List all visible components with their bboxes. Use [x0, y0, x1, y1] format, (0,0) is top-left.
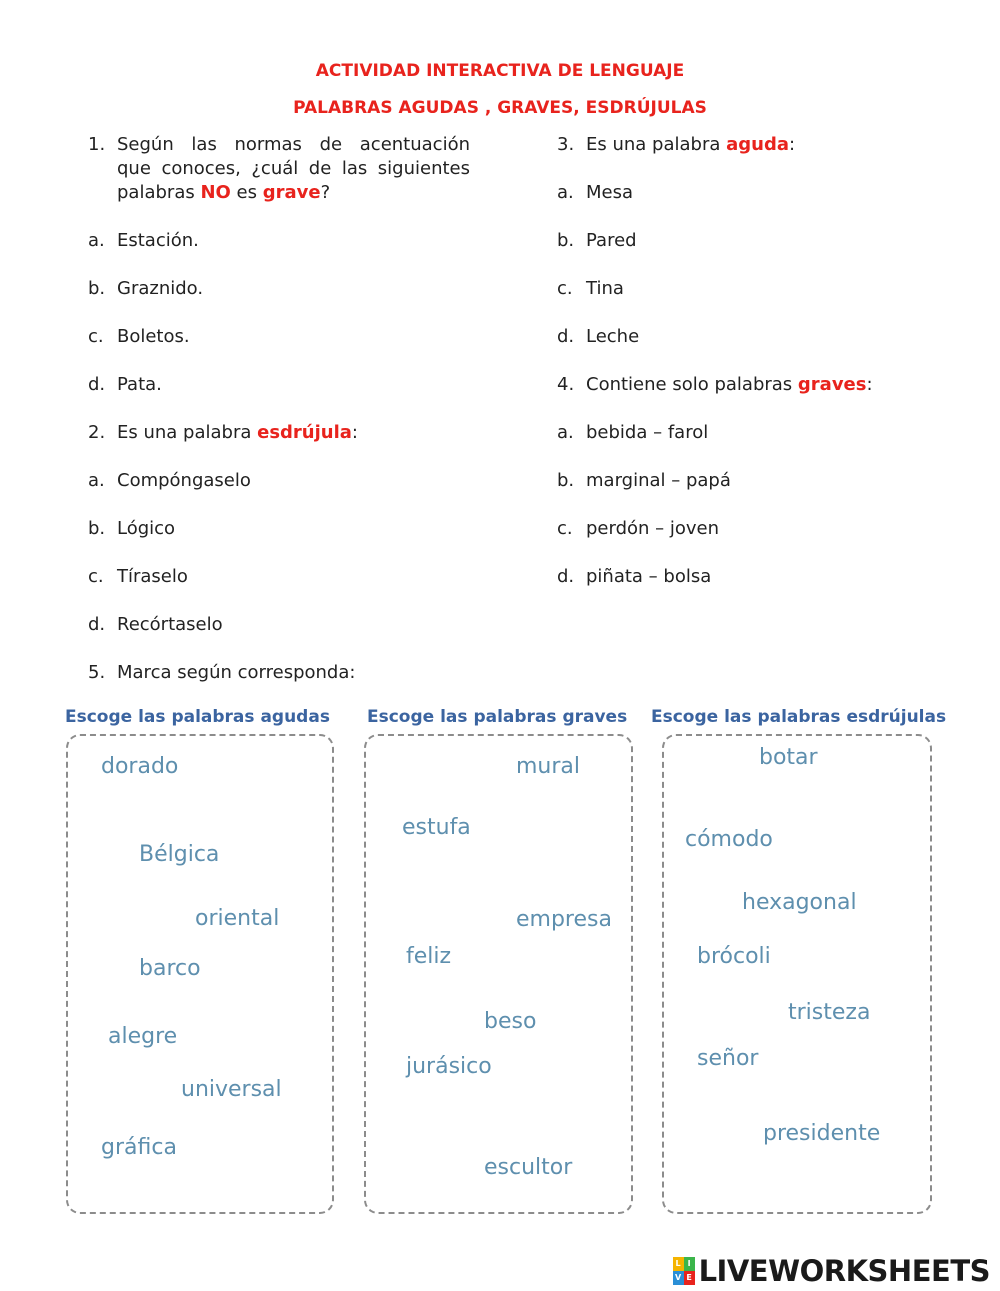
word-alegre[interactable]: alegre	[108, 1024, 178, 1049]
q3-option-a[interactable]: a. Mesa	[557, 182, 634, 203]
word-hexagonal[interactable]: hexagonal	[742, 890, 857, 915]
word-oriental[interactable]: oriental	[195, 906, 280, 931]
q2-option-d[interactable]: d. Recórtaselo	[88, 614, 223, 635]
word-empresa[interactable]: empresa	[516, 907, 612, 932]
keyword-esdrujula: esdrújula	[257, 422, 352, 443]
word-estufa[interactable]: estufa	[402, 815, 471, 840]
q3-option-d[interactable]: d. Leche	[557, 326, 640, 347]
q1-option-c[interactable]: c. Boletos.	[88, 326, 190, 347]
question-5: 5. Marca según corresponda:	[88, 662, 356, 683]
q4-option-c[interactable]: c. perdón – joven	[557, 518, 720, 539]
question-1-line-3: palabras NO es grave?	[117, 182, 331, 203]
word-universal[interactable]: universal	[181, 1077, 282, 1102]
word-escultor[interactable]: escultor	[484, 1155, 573, 1180]
q3-option-b[interactable]: b. Pared	[557, 230, 637, 251]
word-dorado[interactable]: dorado	[101, 754, 179, 779]
question-number: 1.	[88, 134, 106, 155]
question-1	[88, 133, 470, 213]
word-belgica[interactable]: Bélgica	[139, 842, 220, 867]
q2-option-a[interactable]: a. Compóngaselo	[88, 470, 251, 491]
q4-option-b[interactable]: b. marginal – papá	[557, 470, 731, 491]
word-senor[interactable]: señor	[697, 1046, 759, 1071]
keyword-graves: graves	[797, 374, 867, 395]
word-tristeza[interactable]: tristeza	[788, 1000, 871, 1025]
word-presidente[interactable]: presidente	[763, 1121, 881, 1146]
word-botar[interactable]: botar	[759, 745, 818, 770]
word-beso[interactable]: beso	[484, 1009, 537, 1034]
q2-option-c[interactable]: c. Tíraselo	[88, 566, 188, 587]
q3-option-c[interactable]: c. Tina	[557, 278, 624, 299]
question-1-line-1: Según las normas de acentuación	[117, 134, 470, 155]
q1-option-d[interactable]: d. Pata.	[88, 374, 162, 395]
keyword-grave: grave	[262, 182, 321, 203]
q4-option-d[interactable]: d. piñata – bolsa	[557, 566, 712, 587]
word-jurasico[interactable]: jurásico	[406, 1054, 492, 1079]
liveworksheets-logo	[673, 1254, 990, 1288]
brand-name: LIVEWORKSHEETS	[698, 1254, 990, 1288]
keyword-no: NO	[200, 182, 231, 203]
question-4: 4. Contiene solo palabras graves:	[557, 374, 873, 395]
liveworksheets-icon: L I V E	[673, 1257, 695, 1285]
keyword-aguda: aguda	[726, 134, 789, 155]
question-2: 2. Es una palabra esdrújula:	[88, 422, 358, 443]
q1-option-a[interactable]: a. Estación.	[88, 230, 199, 251]
q1-option-b[interactable]: b. Graznido.	[88, 278, 204, 299]
word-barco[interactable]: barco	[139, 956, 201, 981]
word-mural[interactable]: mural	[516, 754, 581, 779]
q4-option-a[interactable]: a. bebida – farol	[557, 422, 709, 443]
heading-esdrujulas: Escoge las palabras esdrújulas	[651, 707, 947, 727]
question-1-line-2: que conoces, ¿cuál de las siguientes	[117, 158, 470, 179]
page-subtitle: PALABRAS AGUDAS , GRAVES, ESDRÚJULAS	[293, 98, 707, 118]
word-feliz[interactable]: feliz	[406, 944, 452, 969]
heading-agudas: Escoge las palabras agudas	[65, 707, 330, 727]
page-title: ACTIVIDAD INTERACTIVA DE LENGUAJE	[315, 61, 685, 81]
heading-graves: Escoge las palabras graves	[367, 707, 628, 727]
question-3: 3. Es una palabra aguda:	[557, 134, 796, 155]
word-brocoli[interactable]: brócoli	[697, 944, 771, 969]
word-grafica[interactable]: gráfica	[101, 1135, 177, 1160]
word-comodo[interactable]: cómodo	[685, 827, 773, 852]
box-graves	[364, 734, 633, 1214]
q2-option-b[interactable]: b. Lógico	[88, 518, 176, 539]
